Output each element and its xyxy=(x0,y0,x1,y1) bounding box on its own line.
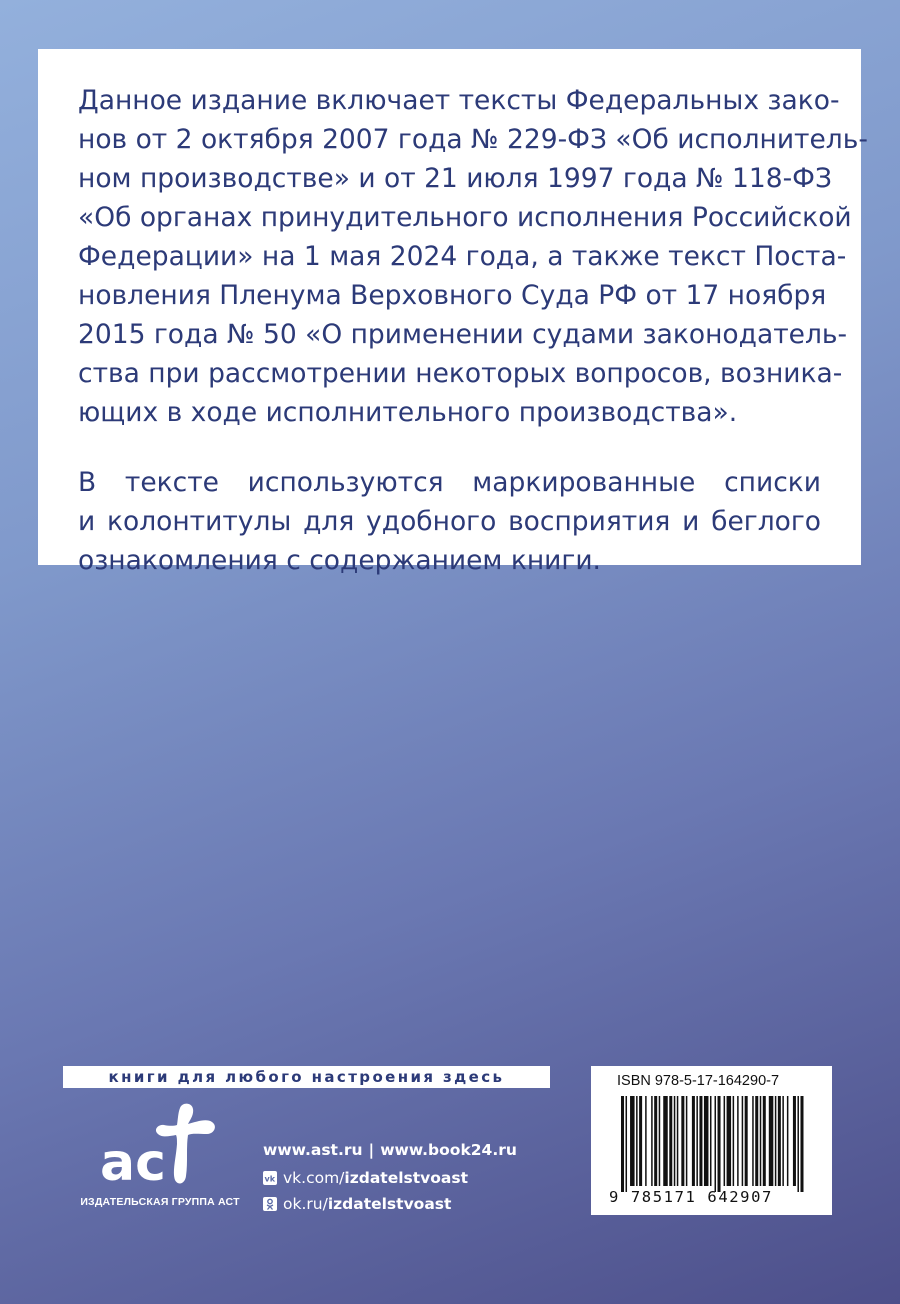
barcode-bar xyxy=(651,1096,653,1186)
barcode-bar xyxy=(787,1096,789,1186)
barcode-bar xyxy=(710,1096,712,1186)
publisher-links xyxy=(263,1135,517,1217)
tagline-banner: книги для любого настроения здесь xyxy=(63,1066,550,1088)
vk-handle: izdatelstvoast xyxy=(344,1169,469,1187)
barcode-bar xyxy=(737,1096,739,1186)
barcode-bar xyxy=(669,1096,672,1186)
barcode-bar xyxy=(630,1096,635,1186)
barcode-bar xyxy=(681,1096,684,1186)
barcode-bar xyxy=(733,1096,735,1186)
ok-link[interactable] xyxy=(263,1191,517,1217)
ok-prefix: ok.ru/ xyxy=(283,1195,328,1213)
barcode-bar xyxy=(639,1096,642,1186)
barcode-bar xyxy=(704,1096,709,1186)
paragraph-line: новления Пленума Верховного Суда РФ от 17 ноября xyxy=(78,280,827,311)
barcode-bar xyxy=(659,1096,661,1186)
ok-handle: izdatelstvoast xyxy=(327,1195,452,1213)
book24-site-link[interactable]: www.book24.ru xyxy=(380,1141,517,1159)
barcode-bar xyxy=(677,1096,679,1186)
ok-icon xyxy=(263,1197,277,1211)
isbn-digits: 9 785171 642907 xyxy=(609,1188,773,1206)
isbn-barcode-box xyxy=(591,1066,832,1215)
barcode-bar xyxy=(800,1096,803,1192)
description-paragraph-2 xyxy=(78,463,821,580)
ast-logo-icon xyxy=(98,1100,222,1192)
barcode-bar xyxy=(663,1096,668,1186)
website-links xyxy=(263,1135,517,1165)
publisher-caption: ИЗДАТЕЛЬСКАЯ ГРУППА АСТ xyxy=(80,1196,240,1208)
svg-text:vk: vk xyxy=(264,1174,276,1184)
logo-letters: ac xyxy=(100,1133,166,1192)
barcode-bar xyxy=(621,1096,624,1192)
barcode-bar xyxy=(724,1096,726,1186)
barcode-bar xyxy=(645,1096,647,1186)
barcode-bar xyxy=(775,1096,777,1186)
paragraph-line: и колонтитулы для удобного восприятия и беглого xyxy=(78,506,821,537)
paragraph-line: Федерации» на 1 мая 2024 года, а также текст Поста- xyxy=(78,241,847,272)
description-paragraph-1 xyxy=(78,81,868,432)
barcode-bar xyxy=(674,1096,676,1186)
paragraph-line: ющих в ходе исполнительного производства». xyxy=(78,397,738,428)
barcode-bar xyxy=(793,1096,796,1186)
publisher-logo xyxy=(80,1100,240,1215)
paragraph-line: 2015 года № 50 «О применении судами законодатель- xyxy=(78,319,848,350)
barcode-bar xyxy=(797,1096,799,1192)
barcode-bar xyxy=(636,1096,638,1186)
barcode-bar xyxy=(745,1096,748,1186)
barcode-bar xyxy=(778,1096,781,1186)
barcode-bar xyxy=(626,1096,628,1192)
barcode-bar xyxy=(696,1096,698,1186)
barcode-icon xyxy=(621,1096,805,1192)
barcode-bar xyxy=(742,1096,744,1186)
vk-icon xyxy=(263,1171,277,1185)
paragraph-line: нов от 2 октября 2007 года № 229-ФЗ «Об исполнитель- xyxy=(78,124,868,155)
paragraph-line: ства при рассмотрении некоторых вопросов, возника- xyxy=(78,358,843,389)
paragraph-line: ознакомления с содержанием книги. xyxy=(78,545,601,576)
barcode-bar xyxy=(752,1096,754,1186)
paragraph-line: Данное издание включает тексты Федеральных зако- xyxy=(78,85,840,116)
barcode-bar xyxy=(699,1096,702,1186)
vk-prefix: vk.com/ xyxy=(283,1169,345,1187)
barcode-bar xyxy=(692,1096,695,1186)
barcode-bar xyxy=(718,1096,721,1192)
barcode-bar xyxy=(727,1096,732,1186)
description-panel xyxy=(38,49,868,576)
paragraph-line: ном производстве» и от 21 июля 1997 года № 118-ФЗ xyxy=(78,163,832,194)
vk-link[interactable] xyxy=(263,1165,517,1191)
paragraph-line: В тексте используются маркированные списки xyxy=(78,467,821,498)
barcode-bar xyxy=(760,1096,762,1186)
barcode-bar xyxy=(686,1096,688,1186)
link-separator: | xyxy=(368,1141,375,1159)
barcode-bar xyxy=(715,1096,717,1192)
ast-site-link[interactable]: www.ast.ru xyxy=(263,1141,363,1159)
isbn-label: ISBN 978-5-17-164290-7 xyxy=(617,1073,780,1089)
barcode-bar xyxy=(769,1096,774,1186)
barcode-bar xyxy=(782,1096,784,1186)
barcode-bar xyxy=(763,1096,766,1186)
barcode-bar xyxy=(654,1096,657,1186)
barcode-bar xyxy=(755,1096,758,1186)
paragraph-line: «Об органах принудительного исполнения Российской xyxy=(78,202,852,233)
